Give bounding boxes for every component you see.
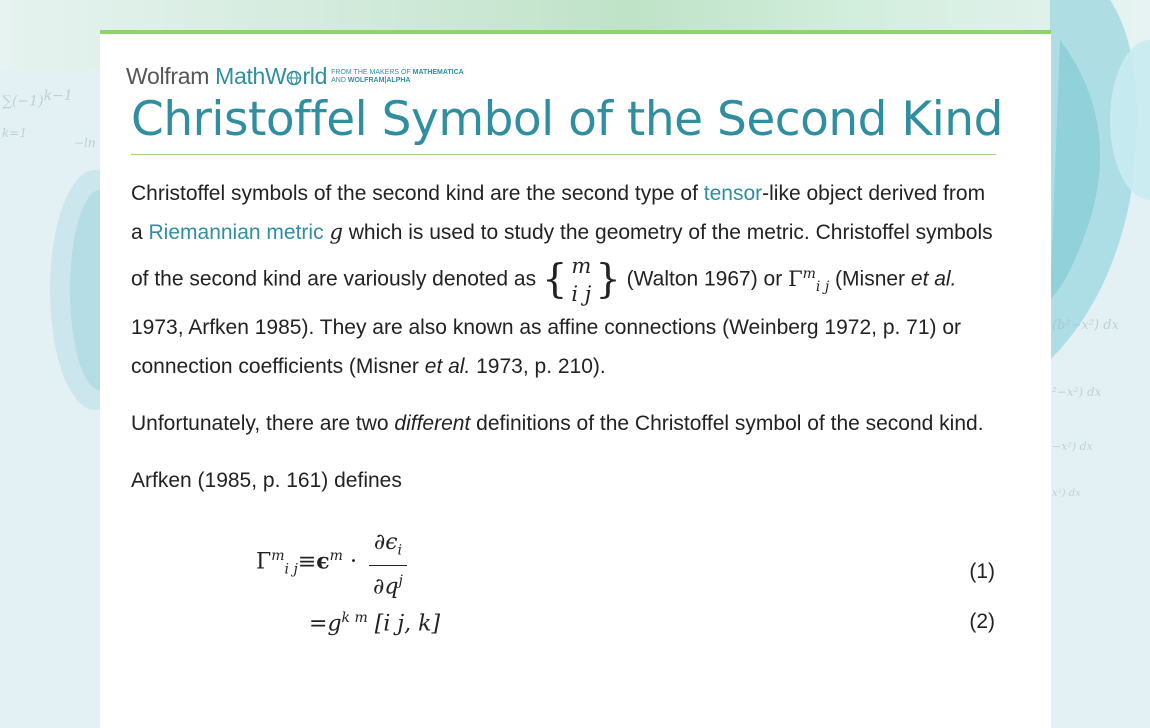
globe-icon [286, 70, 302, 86]
mathworld-logo[interactable] [126, 60, 464, 88]
background-right-decoration [1050, 0, 1150, 724]
logo-wolfram-text: Wolfram [126, 63, 210, 89]
paragraph-intro: Christoffel symbols of the second kind are the second type of tensor-like object derived from a Riemannian metric g which is used to study the geometry of the metric. Christoffel symbols of the second kind are variously denoted as { m i j } (Walton 1967) or $\Gamma^m_{i j}$ (Misner et al. 1973, Arfken 1985). They are also known as affine connections (Weinberg 1972, p. 71) or connection coefficients (Misner et al. 1973, p. 210). [131, 182, 993, 378]
logo-tagline: FROM THE MAKERS OF MATHEMATICA AND WOLFRAM|ALPHA [331, 69, 464, 84]
background-integral-4: x²) dx [1052, 488, 1081, 499]
background-integral-2: ²−x²) dx [1052, 385, 1102, 399]
equation-number-1: (1) [969, 560, 995, 583]
background-sum-formula: $\sum(-1)^{k-1}$ [2, 88, 73, 110]
background-integral-3: −x²) dx [1052, 440, 1093, 453]
equations: $\Gamma^m_{i j}\equiv\epsilon^m$ · $\frac{\partial\epsilon_i}{\partial q^j}$ (1) $=g^{k m}$ [i j, k] (2) [256, 530, 995, 637]
article-card [100, 30, 1051, 728]
background-sum-index: k=1 [2, 126, 27, 140]
title-divider [131, 154, 996, 155]
background-integral-1: (b²−x²) dx [1052, 318, 1119, 333]
gamma-notation: $\Gamma^m_{i j}$ [788, 265, 830, 295]
article-body [131, 174, 1001, 678]
equation-number-2: (2) [969, 610, 995, 633]
symbol-g: g [329, 220, 343, 244]
paragraph-arfken: Arfken (1985, p. 161) defines [131, 469, 402, 492]
background-left-decoration [0, 60, 100, 724]
brace-notation: { m i j } [541, 254, 621, 306]
link-tensor[interactable]: tensor [703, 182, 763, 205]
paragraph-definitions: Unfortunately, there are two different definitions of the Christoffel symbol of the second kind. [131, 412, 984, 435]
logo-mathworld-text: MathW rld [215, 63, 328, 89]
fraction-partial: $\frac{\partial\epsilon_i}{\partial q^j}$ [369, 528, 407, 603]
background-ln-formula: −ln [74, 136, 96, 150]
link-riemannian-metric[interactable]: Riemannian metric [148, 221, 324, 244]
page-title: Christoffel Symbol of the Second Kind [131, 92, 1003, 147]
